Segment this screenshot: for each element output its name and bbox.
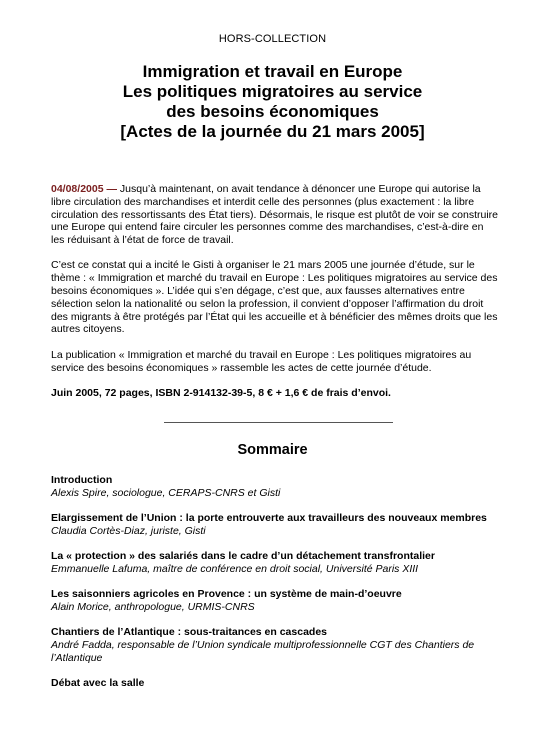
intro-section bbox=[51, 183, 499, 412]
title-line: Immigration et travail en Europe bbox=[142, 62, 403, 81]
toc-item bbox=[51, 474, 501, 500]
toc-item-title: Introduction bbox=[51, 474, 113, 486]
title-line: [Actes de la journée du 21 mars 2005] bbox=[120, 122, 425, 141]
intro-paragraph: La publication « Immigration et marché du travail en Europe : Les politiques migratoires au service des besoins économiques » rassemble les actes de cette journée d’étude. bbox=[51, 348, 472, 374]
title-line: des besoins économiques bbox=[166, 102, 379, 121]
sommaire-heading: Sommaire bbox=[237, 442, 308, 458]
intro-paragraph bbox=[51, 183, 499, 247]
divider bbox=[164, 422, 393, 423]
toc-item-title: Chantiers de l’Atlantique : sous-traitances en cascades bbox=[51, 626, 328, 639]
toc-item-author: André Fadda, responsable de l’Union syndicale multiprofessionnelle CGT des Chantiers de l’Atlantique bbox=[51, 639, 475, 664]
toc-item-author: Alexis Spire, sociologue, CERAPS-CNRS et Gisti bbox=[51, 486, 281, 499]
toc-item bbox=[51, 512, 501, 538]
toc-item bbox=[51, 588, 501, 614]
toc-item-author: Claudia Cortès-Diaz, juriste, Gisti bbox=[51, 524, 206, 537]
toc-item-title: La « protection » des salariés dans le cadre d’un détachement transfrontalier bbox=[51, 550, 435, 563]
toc-item-author: Alain Morice, anthropologue, URMIS-CNRS bbox=[51, 601, 255, 614]
page-title bbox=[0, 62, 545, 142]
table-of-contents bbox=[51, 474, 501, 703]
collection-label: HORS-COLLECTION bbox=[218, 33, 327, 45]
toc-item bbox=[51, 550, 501, 576]
toc-item bbox=[51, 626, 501, 664]
publication-date: 04/08/2005 — bbox=[51, 183, 117, 195]
title-line: Les politiques migratoires au service bbox=[122, 82, 423, 101]
intro-paragraph: C’est ce constat qui a incité le Gisti à organiser le 21 mars 2005 une journée d’étude, sur le thème : « Immigration et marché du travail en Europe : Les politiques migratoires au service des besoins économiques ». L’idée qui s’en dégage, c’est que, aux fausses alternatives entre sélection selon la nationalité ou selon la profession, il convient d’opposer l’affirmation du droit des migrants à être protégés par l’État qui les accueille et à bénéficier des mêmes droits que les autres citoyens. bbox=[51, 259, 498, 336]
toc-item-title: Débat avec la salle bbox=[51, 677, 145, 690]
toc-item-author: Emmanuelle Lafuma, maître de conférence en droit social, Université Paris XIII bbox=[51, 562, 419, 575]
toc-item-title: Les saisonniers agricoles en Provence : un système de main-d’oeuvre bbox=[51, 588, 402, 601]
intro-text: Jusqu’à maintenant, on avait tendance à dénoncer une Europe qui autorise la libre circulation des marchandises et interdit celle des personnes (plus exactement : la libre circulation des ressortissants des État tiers). Désormais, le risque est plutôt de voir se construire une Europe qui entend faire circuler les personnes comme des marchandises, c’est-à-dire en les réduisant à l’état de force de travail. bbox=[51, 183, 499, 247]
publication-info: Juin 2005, 72 pages, ISBN 2-914132-39-5, 8 € + 1,6 € de frais d’envoi. bbox=[51, 386, 391, 399]
toc-item bbox=[51, 677, 501, 690]
toc-item-title: Elargissement de l’Union : la porte entrouverte aux travailleurs des nouveaux membres bbox=[51, 512, 487, 525]
